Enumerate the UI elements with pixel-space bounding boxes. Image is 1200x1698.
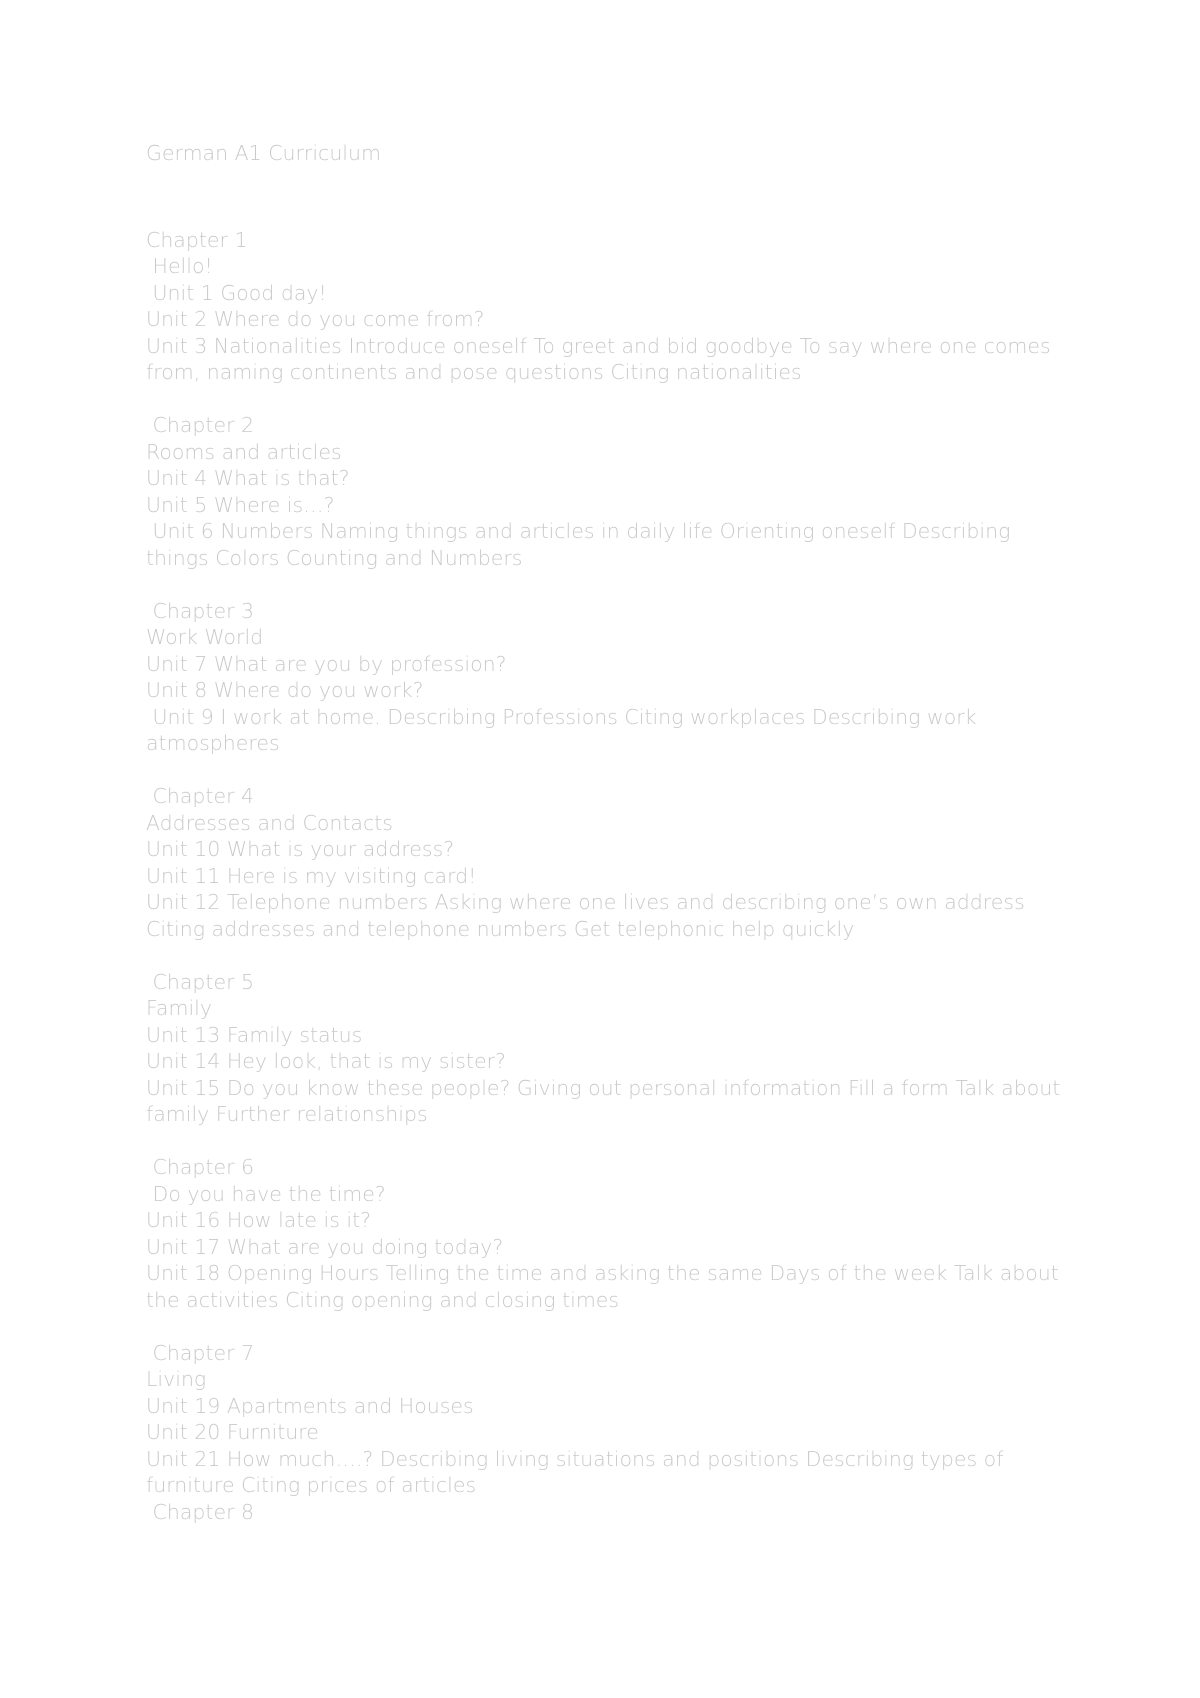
chapter-block <box>146 598 1066 757</box>
chapter-block <box>146 227 1066 386</box>
chapter-line: Unit 6 Numbers Naming things and articles in daily life Orienting oneself Describing things Colors Counting and Numbers <box>146 519 1017 570</box>
chapter-heading: Chapter 1 <box>146 227 248 252</box>
chapter-line: Unit 14 Hey look, that is my sister? <box>146 1049 506 1073</box>
chapter-line: Living <box>146 1367 207 1391</box>
chapter-line: Work World <box>146 625 264 649</box>
chapter-line: Unit 17 What are you doing today? <box>146 1234 504 1259</box>
chapter-line: Family <box>146 996 212 1020</box>
chapter-block <box>146 1154 1066 1313</box>
chapter-line: Unit 7 What are you by profession? <box>146 651 507 676</box>
chapter-line: Unit 16 How late is it? <box>146 1208 372 1232</box>
chapter-line: Hello! <box>146 254 213 278</box>
chapter-block <box>146 969 1066 1128</box>
chapter-heading: Chapter 2 <box>146 413 255 437</box>
chapter-line: Unit 5 Where is…? <box>146 492 335 517</box>
chapter-line: Unit 21 How much….? Describing living situations and positions Describing types of furniture Citing prices of articles <box>146 1446 1010 1497</box>
chapter-line: Unit 8 Where do you work? <box>146 678 424 702</box>
title-spacer <box>146 167 1066 227</box>
chapter-line: Addresses and Contacts <box>146 810 393 835</box>
chapter-line: Unit 11 Here is my visiting card! <box>146 863 477 888</box>
chapter-line: Unit 1 Good day! <box>146 280 327 305</box>
chapter-line: Rooms and articles <box>146 439 342 464</box>
chapter-line: Unit 9 I work at home. Describing Professions Citing workplaces Describing work atmospheres <box>146 704 984 755</box>
chapter-line: Do you have the time? <box>146 1181 386 1206</box>
chapter-line: Unit 12 Telephone numbers Asking where one lives and describing one’s own address Citing addresses and telephone numbers Get telephonic help quickly <box>146 890 1032 941</box>
chapter-line: Unit 4 What is that? <box>146 466 350 490</box>
chapter-block <box>146 412 1066 571</box>
chapter-heading: Chapter 6 <box>146 1155 255 1179</box>
document-title: German A1 Curriculum <box>146 141 381 165</box>
document-page <box>146 140 1066 1525</box>
chapter-line: Unit 18 Opening Hours Telling the time and asking the same Days of the week Talk about the activities Citing opening and closing times <box>146 1261 1066 1312</box>
chapter-heading: Chapter 5 <box>146 969 255 994</box>
chapter-heading: Chapter 4 <box>146 784 255 808</box>
chapter-line: Chapter 8 <box>146 1499 255 1524</box>
chapter-line: Unit 10 What is your address? <box>146 837 455 861</box>
chapter-block <box>146 783 1066 942</box>
chapter-list <box>146 227 1066 1526</box>
chapter-heading: Chapter 3 <box>146 598 255 623</box>
chapter-line: Unit 13 Family status <box>146 1022 363 1047</box>
chapter-line: Unit 3 Nationalities Introduce oneself To greet and bid goodbye To say where one comes from, naming continents and pose questions Citing nationalities <box>146 333 1058 384</box>
chapter-line: Unit 2 Where do you come from? <box>146 307 485 331</box>
chapter-heading: Chapter 7 <box>146 1340 255 1365</box>
chapter-block <box>146 1340 1066 1526</box>
chapter-line: Unit 19 Apartments and Houses <box>146 1393 474 1418</box>
chapter-line: Unit 15 Do you know these people? Giving out personal information Fill a form Talk about family Further relationships <box>146 1075 1067 1126</box>
chapter-line: Unit 20 Furniture <box>146 1420 319 1444</box>
